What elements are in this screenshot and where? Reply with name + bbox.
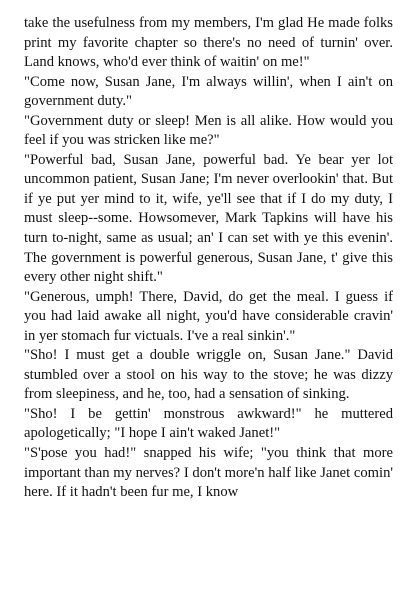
paragraph-5: "Generous, umph! There, David, do get the meal. I guess if you had laid awake all night, you'd have considerable cravin' in yer stomach fur victuals. I've a real sinkin'." — [24, 288, 393, 344]
paragraph-8: "S'pose you had!" snapped his wife; "you think that more important than my nerves? I don't more'n half like Janet comin' here. If it hadn't been fur me, I know — [24, 445, 393, 501]
book-page — [24, 14, 393, 503]
paragraph-2: "Come now, Susan Jane, I'm always willin', when I ain't on government duty." — [24, 73, 393, 110]
paragraph-6: "Sho! I must get a double wriggle on, Susan Jane." David stumbled over a stool on his way to the stove; he was dizzy from sleepiness, and he, too, had a sensation of sinking. — [24, 347, 393, 403]
paragraph-1: take the usefulness from my members, I'm glad He made folks print my favorite chapter so there's no need of turnin' over. Land knows, who'd ever think of waitin' on me!" — [24, 15, 393, 71]
paragraph-4: "Powerful bad, Susan Jane, powerful bad. Ye bear yer lot uncommon patient, Susan Jane; I'm never overlookin' that. But if ye put yer mind to it, wife, ye'll see that if I do my duty, I must sleep--some. Howsomever, Mark Tapkins will have his turn to-night, same as usual; an' I can set with ye this evenin'. The government is powerful generous, Susan Jane, t' give this every other night shift." — [24, 151, 393, 286]
paragraph-3: "Government duty or sleep! Men is all alike. How would you feel if you was stricken like me?" — [24, 112, 393, 149]
paragraph-7: "Sho! I be gettin' monstrous awkward!" he muttered apologetically; "I hope I ain't waked Janet!" — [24, 405, 393, 442]
